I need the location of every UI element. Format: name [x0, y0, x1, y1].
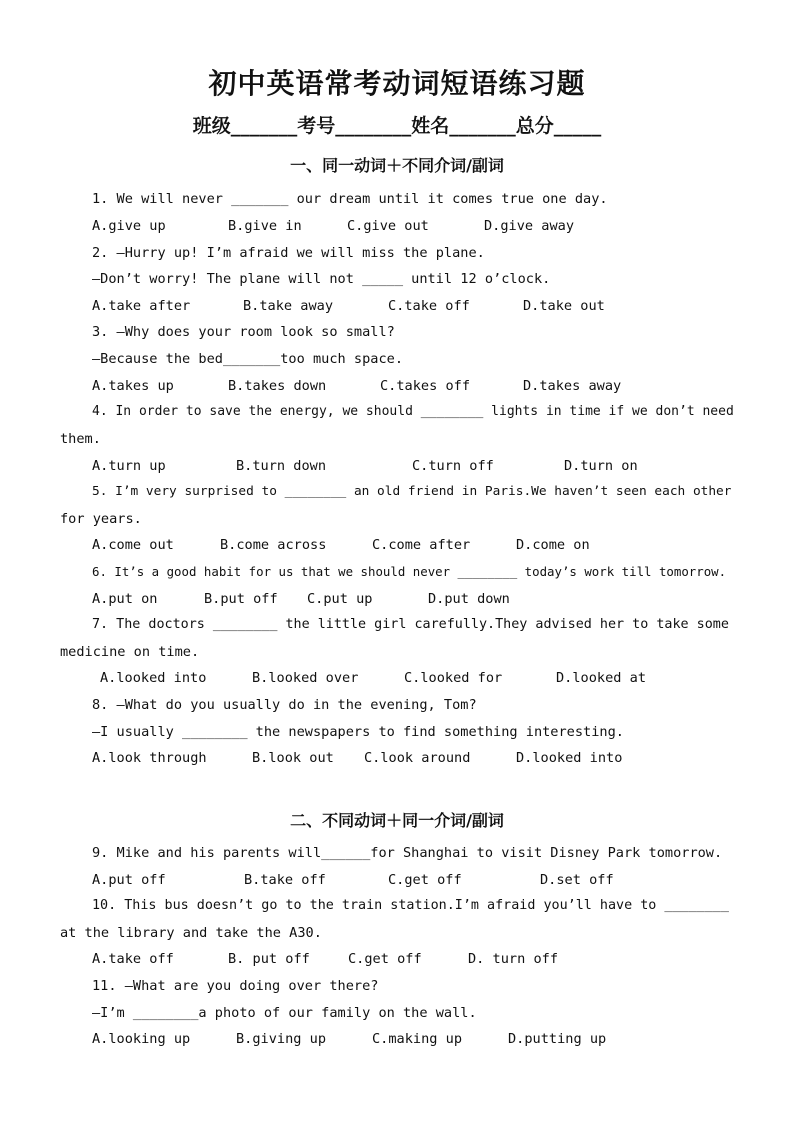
- section-heading-1: 一、同一动词＋不同介词/副词: [290, 156, 504, 175]
- question-3-stem: 3. —Why does your room look so small?: [92, 324, 395, 340]
- question-3-option-b: B.takes down: [228, 378, 327, 394]
- question-4-option-d: D.turn on: [564, 458, 638, 474]
- question-5-option-b: B.come across: [220, 537, 327, 553]
- question-2-option-c: C.take off: [388, 298, 470, 314]
- question-4-option-b: B.turn down: [236, 458, 327, 474]
- question-2-reply: —Don’t worry! The plane will not _____ until 12 o’clock.: [92, 271, 551, 287]
- question-3-reply: —Because the bed_______too much space.: [92, 351, 403, 367]
- question-4-stem-cont: them.: [60, 431, 101, 447]
- question-5-stem: 5. I’m very surprised to ________ an old friend in Paris.We haven’t seen each other: [92, 484, 732, 499]
- question-7-option-a: A.looked into: [100, 670, 207, 686]
- question-4-stem: 4. In order to save the energy, we should ________ lights in time if we don’t need: [92, 404, 734, 419]
- question-6-option-d: D.put down: [428, 591, 510, 607]
- question-10-option-c: C.get off: [348, 951, 422, 967]
- question-9-option-c: C.get off: [388, 872, 462, 888]
- question-8-stem: 8. —What do you usually do in the evening, Tom?: [92, 697, 477, 713]
- question-1-option-b: B.give in: [228, 218, 302, 234]
- question-9-option-d: D.set off: [540, 872, 614, 888]
- question-5-stem-cont: for years.: [60, 511, 142, 527]
- question-3-option-c: C.takes off: [380, 378, 471, 394]
- question-3-option-a: A.takes up: [92, 378, 174, 394]
- question-8-option-d: D.looked into: [516, 750, 623, 766]
- question-6-stem: 6. It’s a good habit for us that we should never ________ today’s work till tomorrow.: [92, 564, 727, 579]
- question-5-option-c: C.come after: [372, 537, 471, 553]
- question-11-option-a: A.looking up: [92, 1031, 191, 1047]
- question-7-option-c: C.looked for: [404, 670, 503, 686]
- question-9-option-a: A.put off: [92, 872, 166, 888]
- student-info-line: 班级_______考号________姓名_______总分_____: [192, 115, 602, 137]
- question-6-option-c: C.put up: [307, 591, 373, 607]
- question-11-reply: —I’m ________a photo of our family on the wall.: [92, 1005, 477, 1021]
- question-2-option-a: A.take after: [92, 298, 191, 314]
- question-7-option-b: B.looked over: [252, 670, 359, 686]
- question-7-option-d: D.looked at: [556, 670, 647, 686]
- question-4-option-a: A.turn up: [92, 458, 166, 474]
- question-2-option-d: D.take out: [523, 298, 605, 314]
- question-8-reply: —I usually ________ the newspapers to find something interesting.: [92, 724, 624, 740]
- question-1-option-a: A.give up: [92, 218, 166, 234]
- question-8-option-b: B.look out: [252, 750, 334, 766]
- question-1-option-d: D.give away: [484, 218, 575, 234]
- question-7-stem: 7. The doctors ________ the little girl carefully.They advised her to take some: [92, 617, 729, 632]
- question-11-stem: 11. —What are you doing over there?: [92, 978, 379, 994]
- question-6-option-a: A.put on: [92, 591, 158, 607]
- question-5-option-a: A.come out: [92, 537, 174, 553]
- question-4-option-c: C.turn off: [412, 458, 494, 474]
- question-8-option-c: C.look around: [364, 750, 471, 766]
- question-10-option-d: D. turn off: [468, 951, 559, 967]
- question-2-option-b: B.take away: [243, 298, 334, 314]
- question-10-option-b: B. put off: [228, 951, 310, 967]
- question-11-option-d: D.putting up: [508, 1031, 607, 1047]
- question-9-stem: 9. Mike and his parents will______for Shanghai to visit Disney Park tomorrow.: [92, 845, 723, 861]
- question-1-option-c: C.give out: [347, 218, 429, 234]
- question-11-option-b: B.giving up: [236, 1031, 327, 1047]
- question-1-stem: 1. We will never _______ our dream until it comes true one day.: [92, 191, 608, 207]
- page-title: 初中英语常考动词短语练习题: [208, 67, 586, 100]
- question-8-option-a: A.look through: [92, 750, 207, 766]
- section-heading-2: 二、不同动词＋同一介词/副词: [290, 811, 504, 830]
- question-7-stem-cont: medicine on time.: [60, 644, 200, 660]
- question-10-option-a: A.take off: [92, 951, 174, 967]
- question-6-option-b: B.put off: [204, 591, 278, 607]
- question-3-option-d: D.takes away: [523, 378, 622, 394]
- question-10-stem: 10. This bus doesn’t go to the train station.I’m afraid you’ll have to ________: [92, 898, 729, 913]
- question-10-stem-cont: at the library and take the A30.: [60, 925, 322, 941]
- question-11-option-c: C.making up: [372, 1031, 463, 1047]
- question-9-option-b: B.take off: [244, 872, 326, 888]
- question-2-stem: 2. —Hurry up! I’m afraid we will miss the plane.: [92, 245, 485, 261]
- question-5-option-d: D.come on: [516, 537, 590, 553]
